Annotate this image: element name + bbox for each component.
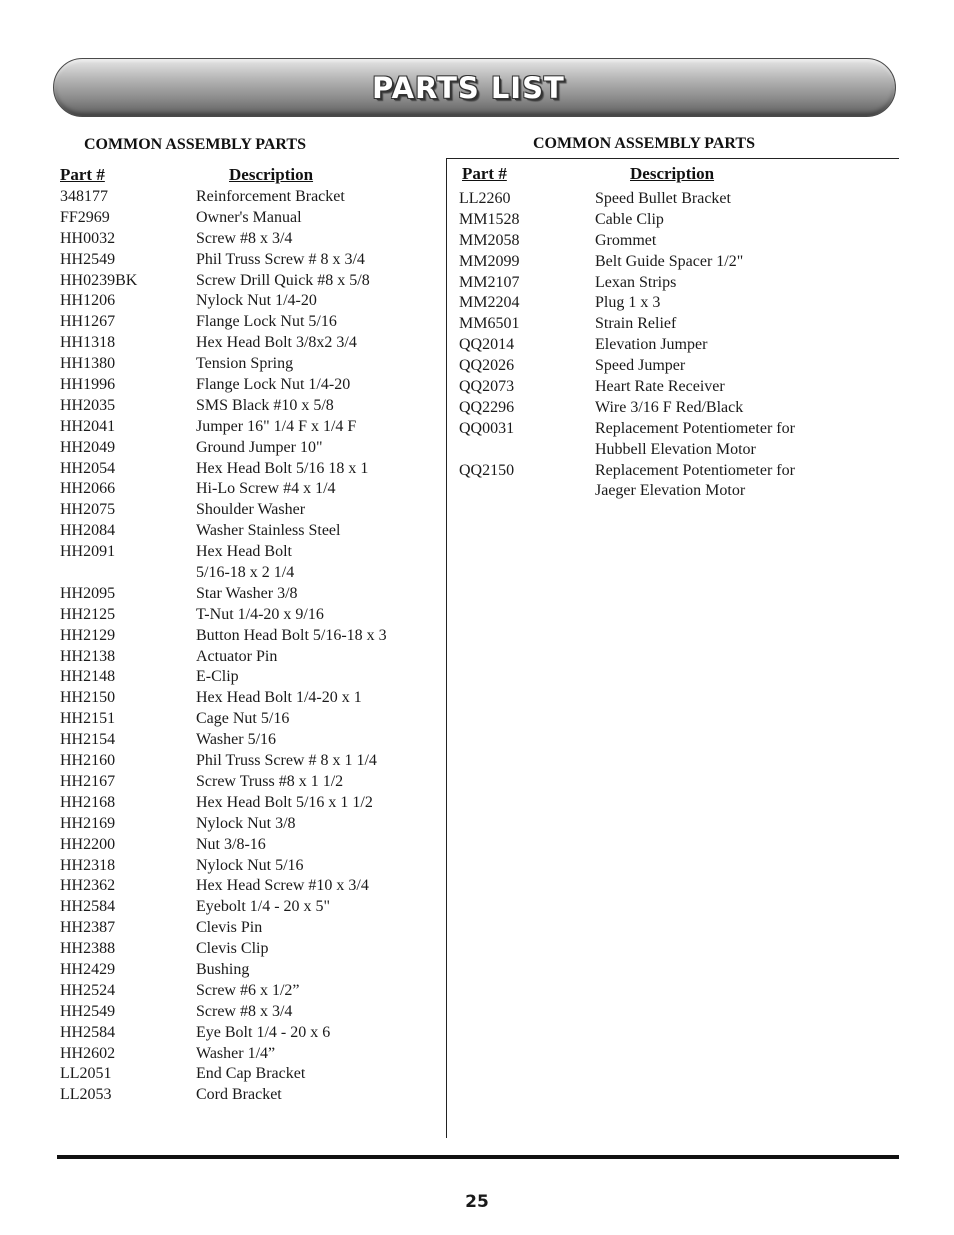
part-number: HH2035: [60, 396, 116, 414]
part-number: MM1528: [459, 210, 520, 228]
part-number: MM2099: [459, 252, 520, 270]
part-number: QQ2150: [459, 461, 515, 479]
table-row: [60, 856, 440, 877]
part-description: Hex Head Bolt 5/16 18 x 1: [196, 459, 369, 477]
table-row: [60, 1044, 440, 1065]
part-description: Screw Truss #8 x 1 1/2: [196, 772, 344, 790]
part-description: Tension Spring: [196, 355, 294, 373]
part-description: Heart Rate Receiver: [595, 378, 725, 396]
table-row: [60, 751, 440, 772]
part-number: HH1267: [60, 313, 116, 331]
table-row: [60, 939, 440, 960]
part-number: HH2150: [60, 689, 116, 707]
part-description: Hex Head Screw #10 x 3/4: [196, 877, 369, 895]
table-row: [459, 440, 899, 461]
part-description: Nylock Nut 3/8: [196, 814, 296, 832]
part-description: Nylock Nut 1/4-20: [196, 292, 317, 310]
part-description: Phil Truss Screw # 8 x 3/4: [196, 250, 365, 268]
table-row: [459, 377, 899, 398]
part-number: HH2054: [60, 459, 116, 477]
table-row: [60, 1064, 440, 1085]
left-section-title: COMMON ASSEMBLY PARTS: [84, 136, 306, 153]
table-row: [60, 647, 440, 668]
table-row: [60, 250, 440, 271]
table-row: [459, 231, 899, 252]
part-number: HH2549: [60, 250, 116, 268]
part-description: Nylock Nut 5/16: [196, 856, 304, 874]
part-description: Clevis Clip: [196, 940, 269, 958]
part-number: HH2168: [60, 793, 116, 811]
part-description: Washer 1/4”: [196, 1044, 276, 1062]
table-row: [60, 521, 440, 542]
part-description: Plug 1 x 3: [595, 294, 661, 312]
left-part-header: Part #: [60, 165, 105, 184]
table-row: [60, 542, 440, 563]
part-description: Hex Head Bolt 3/8x2 3/4: [196, 334, 357, 352]
bottom-rule: [57, 1155, 899, 1159]
part-description: Screw Drill Quick #8 x 5/8: [196, 271, 370, 289]
part-description: Cage Nut 5/16: [196, 710, 290, 728]
table-row: [60, 981, 440, 1002]
part-description: Owner's Manual: [196, 208, 302, 226]
part-number: HH2066: [60, 480, 116, 498]
part-number: HH2154: [60, 731, 116, 749]
left-parts-list: [60, 187, 440, 1106]
part-number: HH2160: [60, 752, 116, 770]
table-row: [60, 1023, 440, 1044]
part-number: HH2362: [60, 877, 116, 895]
table-row: [459, 273, 899, 294]
table-row: [60, 375, 440, 396]
part-number: HH2138: [60, 647, 116, 665]
table-row: [60, 438, 440, 459]
part-description: Eyebolt 1/4 - 20 x 5": [196, 898, 331, 916]
part-description: Bushing: [196, 960, 250, 978]
table-row: [60, 897, 440, 918]
table-row: [60, 417, 440, 438]
table-row: [60, 354, 440, 375]
part-number: HH2095: [60, 584, 116, 602]
table-row: [60, 312, 440, 333]
part-description: Button Head Bolt 5/16-18 x 3: [196, 626, 387, 644]
left-description-header: Description: [229, 165, 314, 184]
table-row: [60, 793, 440, 814]
part-number: HH2151: [60, 710, 116, 728]
part-number: HH1380: [60, 355, 116, 373]
part-description: Hex Head Bolt 1/4-20 x 1: [196, 689, 362, 707]
part-number: HH2387: [60, 919, 116, 937]
part-description: Actuator Pin: [196, 647, 278, 665]
part-number: HH2318: [60, 856, 116, 874]
part-number: HH1996: [60, 376, 116, 394]
part-description: Hi-Lo Screw #4 x 1/4: [196, 480, 336, 498]
part-description: Screw #8 x 3/4: [196, 1002, 293, 1020]
part-description: Reinforcement Bracket: [196, 188, 345, 205]
table-row: [60, 730, 440, 751]
table-row: [60, 876, 440, 897]
part-description: Grommet: [595, 231, 657, 249]
table-row: [60, 1085, 440, 1106]
part-number: HH2167: [60, 772, 116, 790]
part-description: Flange Lock Nut 1/4-20: [196, 376, 351, 394]
part-number: 348177: [60, 188, 108, 205]
right-description-header: Description: [630, 164, 715, 183]
part-description: Belt Guide Spacer 1/2": [595, 252, 744, 270]
table-row: [60, 208, 440, 229]
part-description: Eye Bolt 1/4 - 20 x 6: [196, 1023, 331, 1041]
table-row: [60, 626, 440, 647]
table-row: [60, 187, 440, 208]
part-number: QQ0031: [459, 419, 515, 437]
part-description: Cord Bracket: [196, 1086, 282, 1104]
part-number: LL2051: [60, 1065, 112, 1083]
page-title: PARTS LIST: [372, 71, 565, 105]
part-number: HH2549: [60, 1002, 116, 1020]
part-number: HH2041: [60, 417, 116, 435]
table-row: [60, 333, 440, 354]
part-description: SMS Black #10 x 5/8: [196, 396, 334, 414]
part-number: MM6501: [459, 315, 520, 333]
part-description: End Cap Bracket: [196, 1065, 306, 1083]
table-row: [459, 189, 899, 210]
part-number: HH2200: [60, 835, 116, 853]
table-row: [60, 709, 440, 730]
part-description: Lexan Strips: [595, 273, 677, 291]
table-row: [60, 500, 440, 521]
right-part-header: Part #: [462, 164, 507, 183]
part-description: Jumper 16" 1/4 F x 1/4 F: [196, 417, 357, 435]
part-description: Ground Jumper 10": [196, 438, 323, 456]
part-number: LL2053: [60, 1086, 112, 1104]
part-description: Speed Jumper: [595, 357, 686, 375]
part-description: Hubbell Elevation Motor: [595, 440, 756, 458]
part-number: LL2260: [459, 190, 511, 207]
table-row: [60, 459, 440, 480]
part-number: MM2204: [459, 294, 520, 312]
part-description: Strain Relief: [595, 315, 677, 333]
part-description: Washer 5/16: [196, 731, 277, 749]
table-row: [459, 356, 899, 377]
part-description: Screw #6 x 1/2”: [196, 981, 300, 999]
part-description: Cable Clip: [595, 210, 664, 228]
part-description: Wire 3/16 F Red/Black: [595, 398, 744, 416]
part-description: Replacement Potentiometer for: [595, 419, 795, 437]
part-description: Jaeger Elevation Motor: [595, 482, 746, 500]
table-row: [60, 563, 440, 584]
part-number: HH2169: [60, 814, 116, 832]
part-description: Phil Truss Screw # 8 x 1 1/4: [196, 752, 377, 770]
part-number: HH2388: [60, 940, 116, 958]
table-row: [459, 252, 899, 273]
part-description: E-Clip: [196, 668, 239, 686]
part-description: Hex Head Bolt 5/16 x 1 1/2: [196, 793, 373, 811]
part-description: T-Nut 1/4-20 x 9/16: [196, 605, 324, 623]
column-divider: [446, 158, 447, 1138]
part-description: 5/16-18 x 2 1/4: [196, 564, 295, 582]
table-row: [60, 835, 440, 856]
part-description: Elevation Jumper: [595, 336, 708, 354]
table-row: [60, 688, 440, 709]
part-number: HH1318: [60, 334, 116, 352]
part-description: Washer Stainless Steel: [196, 522, 341, 540]
right-header-rule: [447, 158, 899, 159]
part-number: HH0239BK: [60, 271, 138, 289]
table-row: [459, 210, 899, 231]
page-number: 25: [465, 1192, 489, 1212]
part-description: Clevis Pin: [196, 919, 263, 937]
part-number: HH2584: [60, 898, 116, 916]
part-number: HH2084: [60, 522, 116, 540]
right-section-title: COMMON ASSEMBLY PARTS: [533, 135, 755, 152]
table-row: [60, 396, 440, 417]
table-row: [459, 293, 899, 314]
table-row: [459, 314, 899, 335]
part-number: HH2125: [60, 605, 116, 623]
part-description: Screw #8 x 3/4: [196, 229, 293, 247]
part-number: HH2075: [60, 501, 116, 519]
part-number: QQ2026: [459, 357, 515, 375]
part-number: HH2524: [60, 981, 116, 999]
table-row: [60, 605, 440, 626]
right-parts-list: [459, 189, 899, 502]
part-description: Nut 3/8-16: [196, 835, 266, 853]
part-description: Hex Head Bolt: [196, 543, 292, 561]
part-number: HH2429: [60, 960, 116, 978]
part-number: FF2969: [60, 208, 110, 226]
part-description: Shoulder Washer: [196, 501, 306, 519]
part-number: QQ2073: [459, 378, 515, 396]
part-number: HH2584: [60, 1023, 116, 1041]
table-row: [459, 481, 899, 502]
table-row: [60, 271, 440, 292]
table-row: [459, 419, 899, 440]
table-row: [459, 461, 899, 482]
table-row: [60, 291, 440, 312]
table-row: [459, 398, 899, 419]
part-number: QQ2014: [459, 336, 515, 354]
part-number: MM2058: [459, 231, 520, 249]
table-row: [60, 1002, 440, 1023]
table-row: [60, 814, 440, 835]
part-number: HH2148: [60, 668, 116, 686]
part-number: HH2129: [60, 626, 116, 644]
table-row: [60, 772, 440, 793]
table-row: [60, 918, 440, 939]
title-banner: [53, 58, 896, 117]
part-number: HH2091: [60, 543, 116, 561]
part-number: MM2107: [459, 273, 520, 291]
part-description: Replacement Potentiometer for: [595, 461, 795, 479]
part-description: Flange Lock Nut 5/16: [196, 313, 337, 331]
table-row: [60, 479, 440, 500]
part-number: HH0032: [60, 229, 116, 247]
part-number: QQ2296: [459, 398, 515, 416]
part-description: Star Washer 3/8: [196, 584, 298, 602]
part-number: HH1206: [60, 292, 116, 310]
part-number: HH2049: [60, 438, 116, 456]
table-row: [60, 229, 440, 250]
table-row: [60, 584, 440, 605]
part-description: Speed Bullet Bracket: [595, 190, 731, 207]
part-number: HH2602: [60, 1044, 116, 1062]
table-row: [459, 335, 899, 356]
table-row: [60, 960, 440, 981]
table-row: [60, 667, 440, 688]
